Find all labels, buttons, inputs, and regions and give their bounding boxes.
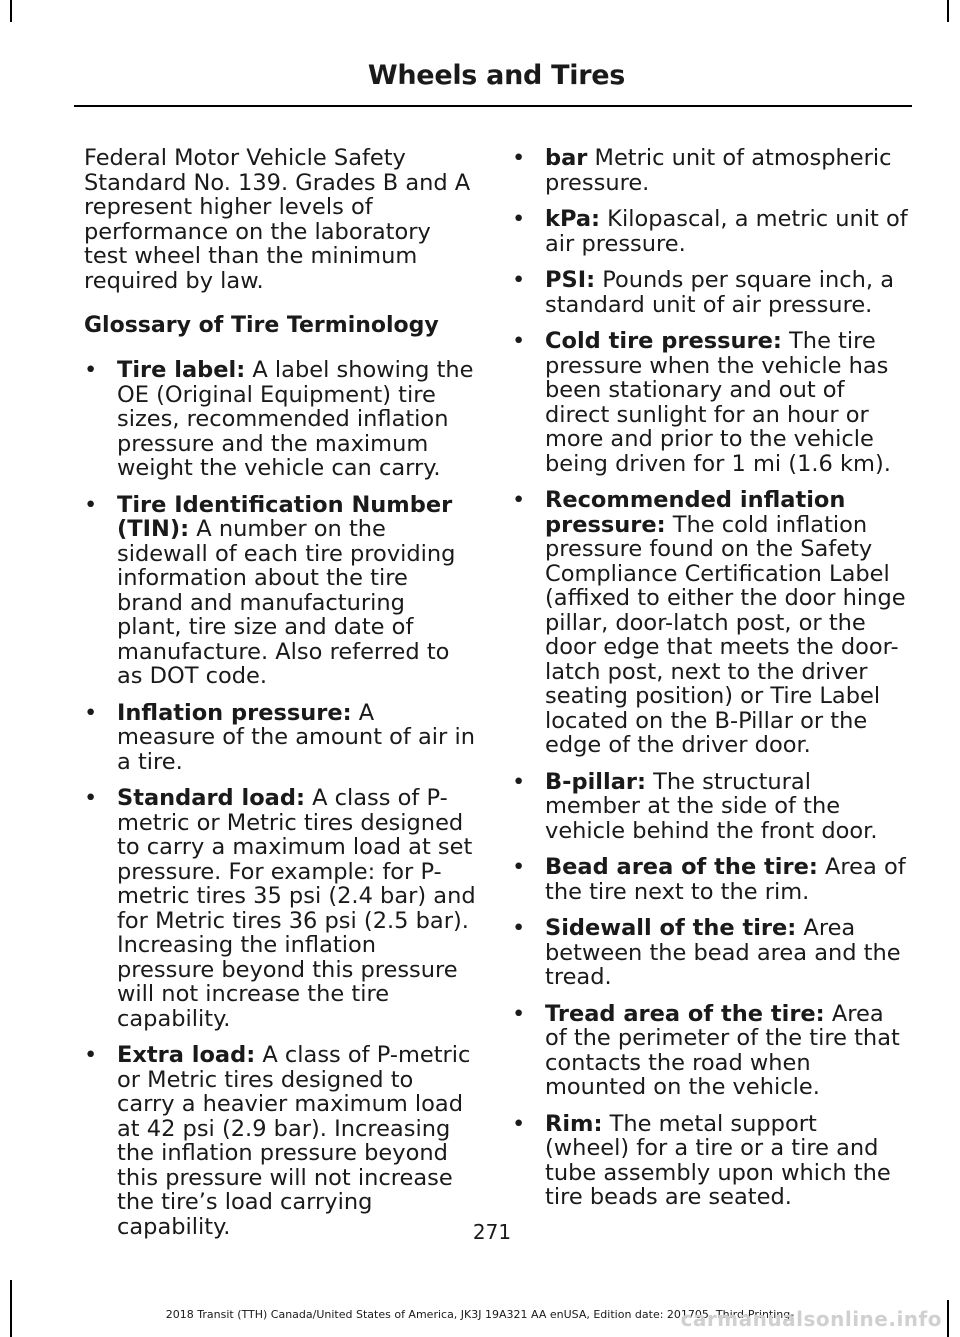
bullet-icon: • (512, 915, 526, 941)
term-definition: The cold inflation pressure found on the Safety Compliance Certification Label (affixed to either the door hinge pillar, door-latch post, or the door edge that meets the door-latch post, next to the driver seating position) or Tire Label located on the B-Pillar or the edge of the driver door. (545, 511, 906, 758)
glossary-item-tin (84, 493, 476, 689)
glossary-item-tire-label (84, 358, 476, 481)
bullet-icon: • (512, 145, 526, 171)
glossary-item-extra-load (84, 1043, 476, 1239)
crop-mark-top-left (10, 0, 12, 22)
glossary-item-inflation-pressure (84, 701, 476, 775)
bullet-icon: • (512, 328, 526, 354)
bullet-icon: • (84, 491, 98, 518)
bullet-icon: • (84, 357, 98, 383)
term-name: bar (545, 145, 588, 171)
bullet-icon: • (512, 1000, 526, 1027)
bullet-icon: • (512, 267, 526, 293)
crop-mark-bottom-left (10, 1280, 12, 1337)
right-column (512, 146, 908, 1222)
term-definition: The metal support (wheel) for a tire or a tire and tube assembly upon which the tire beads are seated. (545, 1110, 891, 1210)
term-definition: Metric unit of atmospheric pressure. (545, 145, 892, 196)
bullet-icon: • (84, 699, 98, 726)
term-name: Rim: (545, 1110, 603, 1137)
glossary-item-kpa (512, 207, 908, 256)
term-name: Tire label: (117, 357, 246, 383)
glossary-heading: Glossary of Tire Terminology (84, 313, 439, 338)
glossary-item-tread-area (512, 1002, 908, 1100)
term-definition: The structural member at the side of the vehicle behind the front door. (545, 768, 878, 844)
crop-mark-top-right (947, 0, 949, 22)
term-definition: A measure of the amount of air in a tire. (117, 699, 475, 775)
term-name: Extra load: (117, 1042, 256, 1068)
term-definition: A class of P-metric or Metric tires designed to carry a heavier maximum load at 42 psi (2.9 bar). Increasing the inflation pressure beyond this pressure will not increase the tire’s load carrying capability. (117, 1042, 471, 1240)
section-title: Wheels and Tires (367, 60, 625, 91)
bullet-icon: • (84, 1042, 98, 1068)
left-column (84, 146, 476, 1251)
header-divider (74, 105, 912, 107)
term-definition: A number on the sidewall of each tire providing information about the tire brand and manufacturing plant, tire size and date of manufacture. Also referred to as DOT code. (117, 516, 456, 689)
term-name: Bead area of the tire: (545, 854, 818, 880)
term-definition: The tire pressure when the vehicle has been stationary and out of direct sunlight for an hour or more and prior to the vehicle being driven for 1 mi (1.6 km). (545, 328, 891, 477)
crop-mark-bottom-right (947, 1300, 949, 1337)
term-name: Sidewall of the tire: (545, 915, 797, 941)
bullet-icon: • (84, 785, 98, 811)
edition-footer: 2018 Transit (TTH) Canada/United States of America, JK3J 19A321 AA enUSA, Edition date: 201705, Third-Printing- (165, 1308, 795, 1321)
glossary-item-bar (512, 146, 908, 195)
term-name: Tire Identification Number (TIN): (117, 491, 453, 542)
glossary-item-sidewall (512, 916, 908, 990)
term-name: Tread area of the tire: (545, 1000, 825, 1027)
term-name: kPa: (545, 206, 601, 232)
bullet-icon: • (512, 854, 526, 880)
term-name: Standard load: (117, 785, 305, 811)
page-number: 271 (472, 1220, 512, 1244)
term-definition: Area of the tire next to the rim. (545, 854, 906, 905)
term-name: Cold tire pressure: (545, 328, 782, 354)
term-name: PSI: (545, 267, 596, 293)
term-definition: Area of the perimeter of the tire that contacts the road when mounted on the vehicle. (545, 1000, 900, 1100)
term-name: Inflation pressure: (117, 699, 352, 726)
glossary-item-standard-load (84, 786, 476, 1031)
term-definition: Area between the bead area and the tread. (545, 915, 901, 990)
glossary-list-right (512, 146, 908, 1210)
term-definition: A class of P-metric or Metric tires designed to carry a maximum load at set pressure. For example: for P-metric tires 35 psi (2.4 bar) and for Metric tires 36 psi (2.5 bar). Increasing the inflation pressure beyond this pressure will not increase the tire capability. (117, 785, 476, 1032)
watermark: carmanualsonline.info (680, 1307, 942, 1331)
term-name: B-pillar: (545, 768, 647, 795)
term-definition: Kilopascal, a metric unit of air pressure. (545, 206, 908, 257)
glossary-item-b-pillar (512, 770, 908, 844)
glossary-item-bead-area (512, 855, 908, 904)
glossary-list-left (84, 358, 476, 1239)
glossary-item-recommended-inflation-pressure (512, 488, 908, 758)
intro-paragraph: Federal Motor Vehicle Safety Standard No. 139. Grades B and A represent higher levels of performance on the laboratory test wheel than the minimum required by law. (84, 145, 471, 294)
bullet-icon: • (512, 768, 526, 795)
glossary-item-cold-tire-pressure (512, 329, 908, 476)
term-definition: Pounds per square inch, a standard unit of air pressure. (545, 267, 895, 318)
glossary-item-psi (512, 268, 908, 317)
bullet-icon: • (512, 487, 526, 513)
bullet-icon: • (512, 206, 526, 232)
glossary-item-rim (512, 1112, 908, 1210)
term-name: Recommended inflation pressure: (545, 487, 846, 538)
bullet-icon: • (512, 1110, 526, 1137)
term-definition: A label showing the OE (Original Equipment) tire sizes, recommended inflation pressure and the maximum weight the vehicle can carry. (117, 357, 474, 481)
